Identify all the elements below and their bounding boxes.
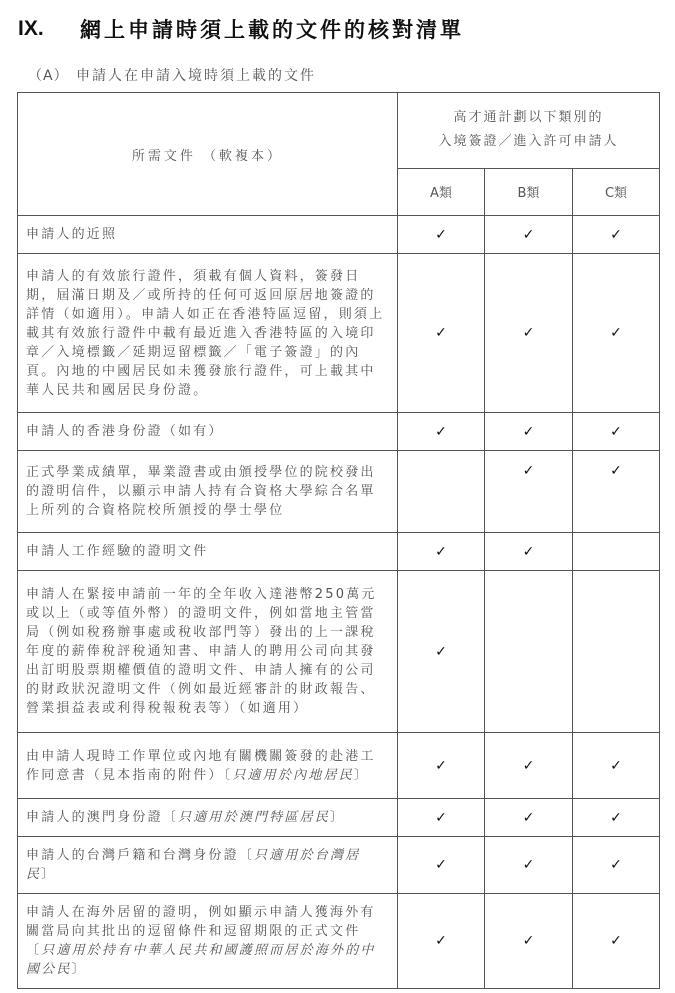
checkmark-icon: ✓ xyxy=(610,423,622,440)
checkmark-icon: ✓ xyxy=(435,809,447,826)
requirement-text-end: 〕 xyxy=(330,810,346,825)
class-c-cell xyxy=(573,216,660,254)
applicant-category-header xyxy=(398,93,660,169)
checkmark-icon: ✓ xyxy=(610,325,622,341)
class-a-cell xyxy=(398,894,485,989)
checkmark-icon: ✓ xyxy=(435,543,447,560)
document-requirement xyxy=(18,451,398,533)
class-b-cell xyxy=(485,413,573,451)
class-b-header: B類 xyxy=(485,168,573,215)
requirement-text: 申請人的近照 xyxy=(26,227,118,242)
checkmark-icon: ✓ xyxy=(522,857,535,873)
category-header-line-2: 入境簽證／進入許可申請人 xyxy=(438,134,619,150)
checkmark-icon: ✓ xyxy=(522,463,535,479)
category-header-line-1: 高才通計劃以下類別的 xyxy=(453,110,604,126)
requirement-text: 正式學業成績單，畢業證書或由頒授學位的院校發出的證明信件，以顯示申請人持有合資格大學綜合名單上所列的合資格院校所頒授的學士學位 xyxy=(26,465,376,518)
applicability-note: 只適用於持有中華人民共和國護照而居於海外的中國公民 xyxy=(26,943,376,977)
requirement-text-end: 〕 xyxy=(353,767,370,783)
class-b-cell xyxy=(485,533,573,571)
class-b-cell xyxy=(485,571,573,733)
checkmark-icon: ✓ xyxy=(435,226,447,243)
checkmark-icon: ✓ xyxy=(435,857,447,873)
document-requirement xyxy=(18,571,398,733)
class-c-header: C類 xyxy=(573,168,660,215)
document-row xyxy=(18,733,660,799)
checkmark-icon: ✓ xyxy=(522,933,535,949)
class-c-cell xyxy=(573,413,660,451)
class-a-header: A類 xyxy=(398,168,485,215)
class-c-cell xyxy=(573,837,660,894)
checkmark-icon: ✓ xyxy=(522,543,535,560)
class-c-cell xyxy=(573,733,660,799)
class-a-cell xyxy=(398,837,485,894)
checkmark-icon: ✓ xyxy=(435,643,447,660)
checkmark-icon: ✓ xyxy=(610,857,622,873)
document-row xyxy=(18,837,660,894)
applicability-note: 只適用於台灣居民 xyxy=(26,848,361,882)
document-requirement xyxy=(18,799,398,837)
checkmark-icon: ✓ xyxy=(435,757,447,774)
checkmark-icon: ✓ xyxy=(435,423,447,440)
class-a-cell xyxy=(398,799,485,837)
checkmark-icon: ✓ xyxy=(435,325,447,341)
class-a-cell xyxy=(398,451,485,533)
document-requirement xyxy=(18,216,398,254)
document-requirement xyxy=(18,733,398,799)
class-b-cell xyxy=(485,216,573,254)
class-a-cell xyxy=(398,254,485,413)
requirement-text-end: 〕 xyxy=(71,962,87,977)
class-c-cell xyxy=(573,451,660,533)
requirement-text: 申請人在海外居留的證明，例如顯示申請人獲海外有關當局向其批出的逗留條件和逗留期限的正式文件〔 xyxy=(26,905,376,958)
requirement-text: 申請人的有效旅行證件，須載有個人資料，簽發日期，屆滿日期及／或所持的任何可返回原居地簽證的詳情（如適用）。申請人如正在香港特區逗留，則須上載其有效旅行證件中載有最近進入香港特區的入境印章／入境標籤／延期逗留標籤／「電子簽證」的內頁。內地的中國居民如未獲發旅行證件，可上載其中華人民共和國居民身份證。 xyxy=(26,268,385,398)
section-title: 網上申請時須上載的文件的核對清單 xyxy=(80,18,464,42)
subsection-title: 申請人在申請入境時須上載的文件 xyxy=(76,68,316,84)
document-requirement xyxy=(18,533,398,571)
document-requirement xyxy=(18,894,398,989)
checkmark-icon: ✓ xyxy=(522,226,535,243)
checkmark-icon: ✓ xyxy=(522,325,535,341)
checkmark-icon: ✓ xyxy=(610,933,622,949)
checkmark-icon: ✓ xyxy=(610,809,622,826)
requirement-text-end: 〕 xyxy=(41,867,57,882)
subsection-heading xyxy=(28,65,316,85)
applicability-note: 只適用於澳門特區居民 xyxy=(178,810,331,825)
class-b-cell xyxy=(485,837,573,894)
class-a-cell xyxy=(398,733,485,799)
class-a-cell xyxy=(398,571,485,733)
checkmark-icon: ✓ xyxy=(522,423,535,440)
document-row xyxy=(18,799,660,837)
checkmark-icon: ✓ xyxy=(522,809,535,826)
class-c-cell xyxy=(573,254,660,413)
document-requirement xyxy=(18,837,398,894)
document-row xyxy=(18,451,660,533)
checkmark-icon: ✓ xyxy=(610,226,622,243)
checkmark-icon: ✓ xyxy=(435,933,447,949)
document-row xyxy=(18,413,660,451)
class-c-cell xyxy=(573,533,660,571)
class-b-cell xyxy=(485,894,573,989)
checkmark-icon: ✓ xyxy=(522,757,535,774)
class-c-cell xyxy=(573,571,660,733)
section-heading xyxy=(18,14,464,44)
requirement-text: 由申請人現時工作單位或內地有關機關簽發的赴港工作同意書（見本指南的附件）〔 xyxy=(26,748,376,783)
class-a-cell xyxy=(398,533,485,571)
required-documents-header: 所需文件 （軟複本） xyxy=(18,93,398,216)
class-a-cell xyxy=(398,413,485,451)
document-row xyxy=(18,216,660,254)
class-b-cell xyxy=(485,799,573,837)
requirement-text: 申請人的香港身份證（如有） xyxy=(26,424,224,439)
applicability-note: 只適用於內地居民 xyxy=(232,767,354,783)
class-c-cell xyxy=(573,894,660,989)
document-row xyxy=(18,894,660,989)
document-row xyxy=(18,571,660,733)
checkmark-icon: ✓ xyxy=(610,757,622,774)
section-number: IX. xyxy=(18,17,44,40)
class-a-cell xyxy=(398,216,485,254)
requirement-text: 申請人工作經驗的證明文件 xyxy=(26,544,209,559)
document-row xyxy=(18,533,660,571)
subsection-label: （A） xyxy=(28,68,69,84)
checkmark-icon: ✓ xyxy=(610,463,622,479)
requirement-text: 申請人在緊接申請前一年的全年收入達港幣250萬元或以上（或等值外幣）的證明文件，例如當地主管當局（例如稅務辦事處或稅收部門等）發出的上一課稅年度的薪俸稅評稅通知書、申請人的聘用公司向其發出訂明股票期權價值的證明文件、申請人擁有的公司的財政狀況證明文件（例如最近經審計的財政報告、營業損益表或利得稅報稅表等）（如適用） xyxy=(26,587,377,716)
class-b-cell xyxy=(485,451,573,533)
document-requirement xyxy=(18,413,398,451)
document-checklist-table xyxy=(17,92,660,989)
document-row xyxy=(18,254,660,413)
class-b-cell xyxy=(485,254,573,413)
document-requirement xyxy=(18,254,398,413)
requirement-text: 申請人的澳門身份證〔 xyxy=(26,810,179,825)
requirement-text: 申請人的台灣戶籍和台灣身份證〔 xyxy=(26,848,255,863)
class-b-cell xyxy=(485,733,573,799)
class-c-cell xyxy=(573,799,660,837)
